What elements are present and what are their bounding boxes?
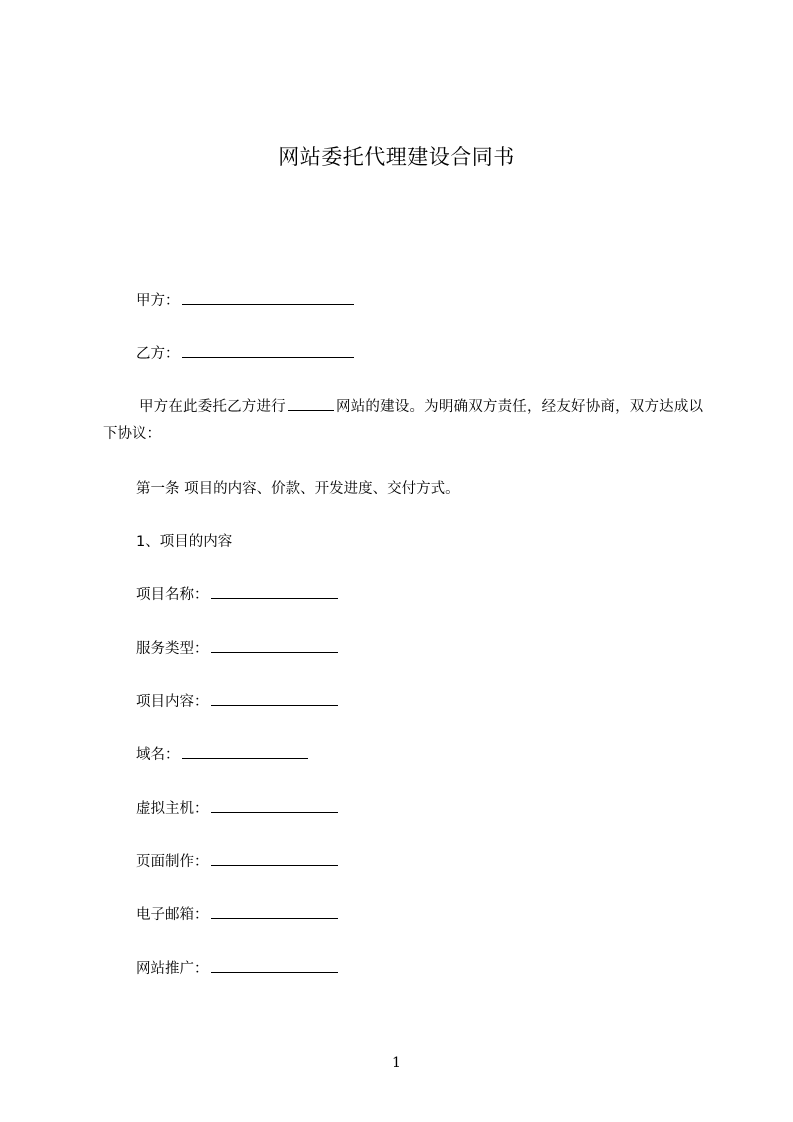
field-service-type	[136, 638, 338, 660]
field-label: 页面制作：	[136, 854, 209, 870]
field-blank	[182, 744, 308, 759]
field-website-promotion	[136, 958, 338, 980]
field-project-name	[136, 584, 338, 606]
party-b-line	[136, 343, 354, 365]
page-number: 1	[392, 1055, 401, 1071]
intro-text-part1: 甲方在此委托乙方进行	[139, 399, 286, 415]
field-label: 服务类型：	[136, 641, 209, 657]
field-label: 虚拟主机：	[136, 801, 209, 817]
field-domain	[136, 744, 308, 766]
field-blank	[211, 584, 338, 599]
field-blank	[211, 638, 338, 653]
field-label: 项目名称：	[136, 587, 209, 603]
field-project-content	[136, 691, 338, 713]
intro-paragraph	[103, 394, 703, 448]
field-virtual-host	[136, 798, 338, 820]
field-label: 电子邮箱：	[136, 907, 209, 923]
website-name-blank	[288, 396, 334, 411]
party-b-label: 乙方：	[136, 346, 180, 362]
field-blank	[211, 958, 338, 973]
field-blank	[211, 691, 338, 706]
party-a-label: 甲方：	[136, 293, 180, 309]
field-label: 项目内容：	[136, 694, 209, 710]
party-a-line	[136, 290, 354, 312]
field-email	[136, 904, 338, 926]
document-title: 网站委托代理建设合同书	[278, 145, 515, 169]
field-blank	[211, 851, 338, 866]
field-label: 域名：	[136, 747, 180, 763]
party-b-blank	[182, 343, 354, 358]
field-label: 网站推广：	[136, 961, 209, 977]
field-blank	[211, 904, 338, 919]
article1-heading: 第一条 项目的内容、价款、开发进度、交付方式。	[136, 481, 460, 497]
intro-text-part2: 网站的建设。为明确双方责任，经友好协商，双方达成以下协议：	[103, 399, 704, 442]
field-blank	[211, 798, 338, 813]
section1-heading: 1、项目的内容	[136, 534, 233, 550]
field-page-production	[136, 851, 338, 873]
party-a-blank	[182, 290, 354, 305]
